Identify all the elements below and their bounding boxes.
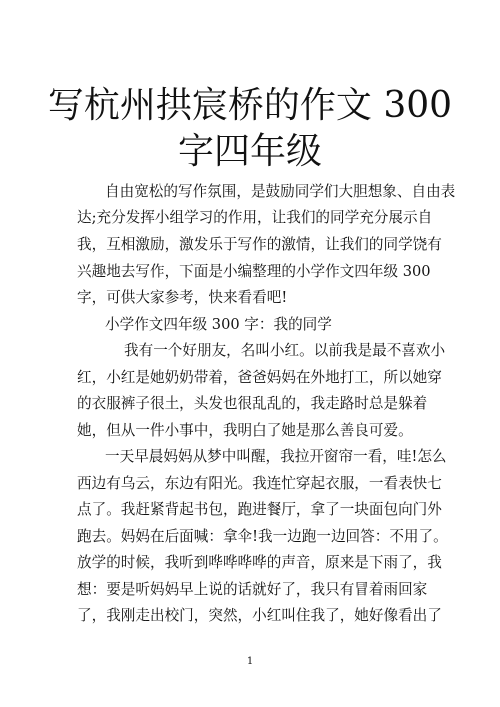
paragraph-2-line-3: 的衣服裤子很土，头发也很乱乱的，我走路时总是躲着 [77,395,428,412]
paragraph-3-line-1: 一天早晨妈妈从梦中叫醒，我拉开窗帘一看，哇!怎么 [105,448,447,465]
paragraph-3-line-3: 点了。我赶紧背起书包，跑进餐厅，拿了一块面包向门外 [77,501,442,518]
paragraph-2-line-1: 我有一个好朋友，名叫小红。以前我是最不喜欢小 [124,342,446,359]
document-title-line-1: 写杭州拱宸桥的作文 300 [47,85,453,126]
document-title-line-2: 字四年级 [177,131,322,172]
paragraph-3-line-7: 了，我刚走出校门，突然，小红叫住我了，她好像看出了 [77,607,442,624]
paragraph-1-line-3: 我，互相激励，激发乐于写作的激情，让我们的同学饶有 [77,236,442,253]
paragraph-1-line-5: 字，可供大家参考，快来看看吧! [77,289,288,306]
paragraph-2-line-4: 她，但从一件小事中，我明白了她是那么善良可爱。 [77,422,413,439]
paragraph-3-line-5: 放学的时候，我听到哗哗哗哗的声音，原来是下雨了，我 [77,554,442,571]
paragraph-3-line-6: 想：要是听妈妈早上说的话就好了，我只有冒着雨回家 [77,581,428,598]
subheading: 小学作文四年级 300 字：我的同学 [105,316,332,333]
paragraph-1-line-4: 兴趣地去写作，下面是小编整理的小学作文四年级 300 [77,263,431,280]
page-number: 1 [246,656,254,667]
paragraph-3-line-2: 西边有乌云，东边有阳光。我连忙穿起衣服，一看表快七 [77,475,442,492]
paragraph-2-line-2: 红，小红是她奶奶带着，爸爸妈妈在外地打工，所以她穿 [77,369,442,386]
paragraph-1-line-2: 达;充分发挥小组学习的作用，让我们的同学充分展示自 [77,209,433,226]
paragraph-1-line-1: 自由宽松的写作氛围，是鼓励同学们大胆想象、自由表 [105,183,456,200]
paragraph-3-line-4: 跑去。妈妈在后面喊：拿伞!我一边跑一边回答：不用了。 [77,528,448,545]
